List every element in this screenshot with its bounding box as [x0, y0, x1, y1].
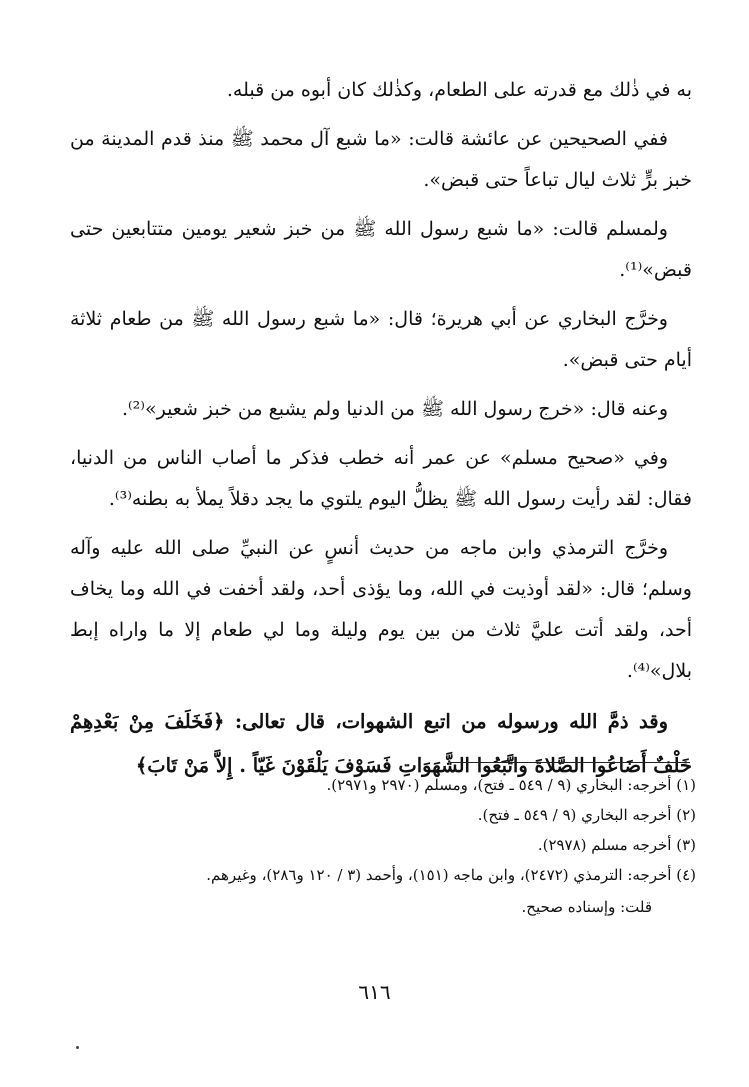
paragraph-umar-sermon: وفي «صحيح مسلم» عن عمر أنه خطب فذكر ما أصاب الناس من الدنيا، فقال: لقد رأيت رسول الله ﷺ يظلُّ اليوم يلتوي ما يجد دقلاً يملأ به بطنه⁽³⁾. [70, 447, 692, 510]
paragraph-abu-hurairah-hadith: وخرَّج البخاري عن أبي هريرة؛ قال: «ما شبع رسول الله ﷺ من طعام ثلاثة أيام حتى قبض». [70, 308, 692, 371]
main-text [70, 70, 692, 796]
footnote-2: (٢) أخرجه البخاري (٩ / ٥٤٩ ـ فتح). [477, 806, 696, 824]
paragraph-muslim-hadith: ولمسلم قالت: «ما شبع رسول الله ﷺ من خبز شعير يومين متتابعين حتى قبض»⁽¹⁾. [70, 218, 692, 281]
footnote-4: (٤) أخرجه: الترمذي (٢٤٧٢)، وابن ماجه (١٥١)، وأحمد (٣ / ١٢٠ و٢٨٦)، وغيرهم. [206, 866, 696, 884]
footnote-1: (١) أخرجه: البخاري (٩ / ٥٤٩ ـ فتح)، ومسلم (٢٩٧٠ و٢٩٧١). [326, 776, 696, 794]
paragraph-continuation: به في ذٰلك مع قدرته على الطعام، وكذٰلك كان أبوه من قبله. [226, 79, 692, 101]
paragraph-quran-verse: وقد ذمَّ الله ورسوله من اتبع الشهوات، قال تعالى: ﴿فَخَلَفَ مِنْ بَعْدِهِمْ خَلْفٌ أَضَاعُوا الصَّلاةَ واتَّبَعُوا الشَّهَوَاتِ فَسَوْفَ يَلْقَوْنَ غَيّاً . إِلاَّ مَنْ تَابَ﴾ [70, 710, 692, 777]
paragraph-aisha-hadith: ففي الصحيحين عن عائشة قالت: «ما شبع آل محمد ﷺ منذ قدم المدينة من خبز برٍّ ثلاث ليال تباعاً حتى قبض». [70, 128, 692, 191]
paragraph-anas-hadith: وخرَّج الترمذي وابن ماجه من حديث أنسٍ عن النبيِّ صلى الله عليه وآله وسلم؛ قال: «لقد أوذيت في الله، وما يؤذى أحد، ولقد أخفت في الله وما يخاف أحد، ولقد أتت عليَّ ثلاث من بين يوم وليلة وما لي طعام إلا ما واراه إبط بلال»⁽⁴⁾. [70, 537, 692, 682]
footnote-3: (٣) أخرجه مسلم (٢٩٧٨). [537, 836, 696, 854]
paragraph-barley-bread-hadith: وعنه قال: «خرج رسول الله ﷺ من الدنيا ولم يشبع من خبز شعير»⁽²⁾. [121, 398, 668, 420]
footnote-divider [450, 762, 690, 763]
page-number: ٦١٦ [358, 980, 391, 1004]
scan-speck [76, 1046, 79, 1049]
footnote-4-remark: قلت: وإسناده صحيح. [521, 898, 652, 916]
footnotes [66, 770, 696, 922]
